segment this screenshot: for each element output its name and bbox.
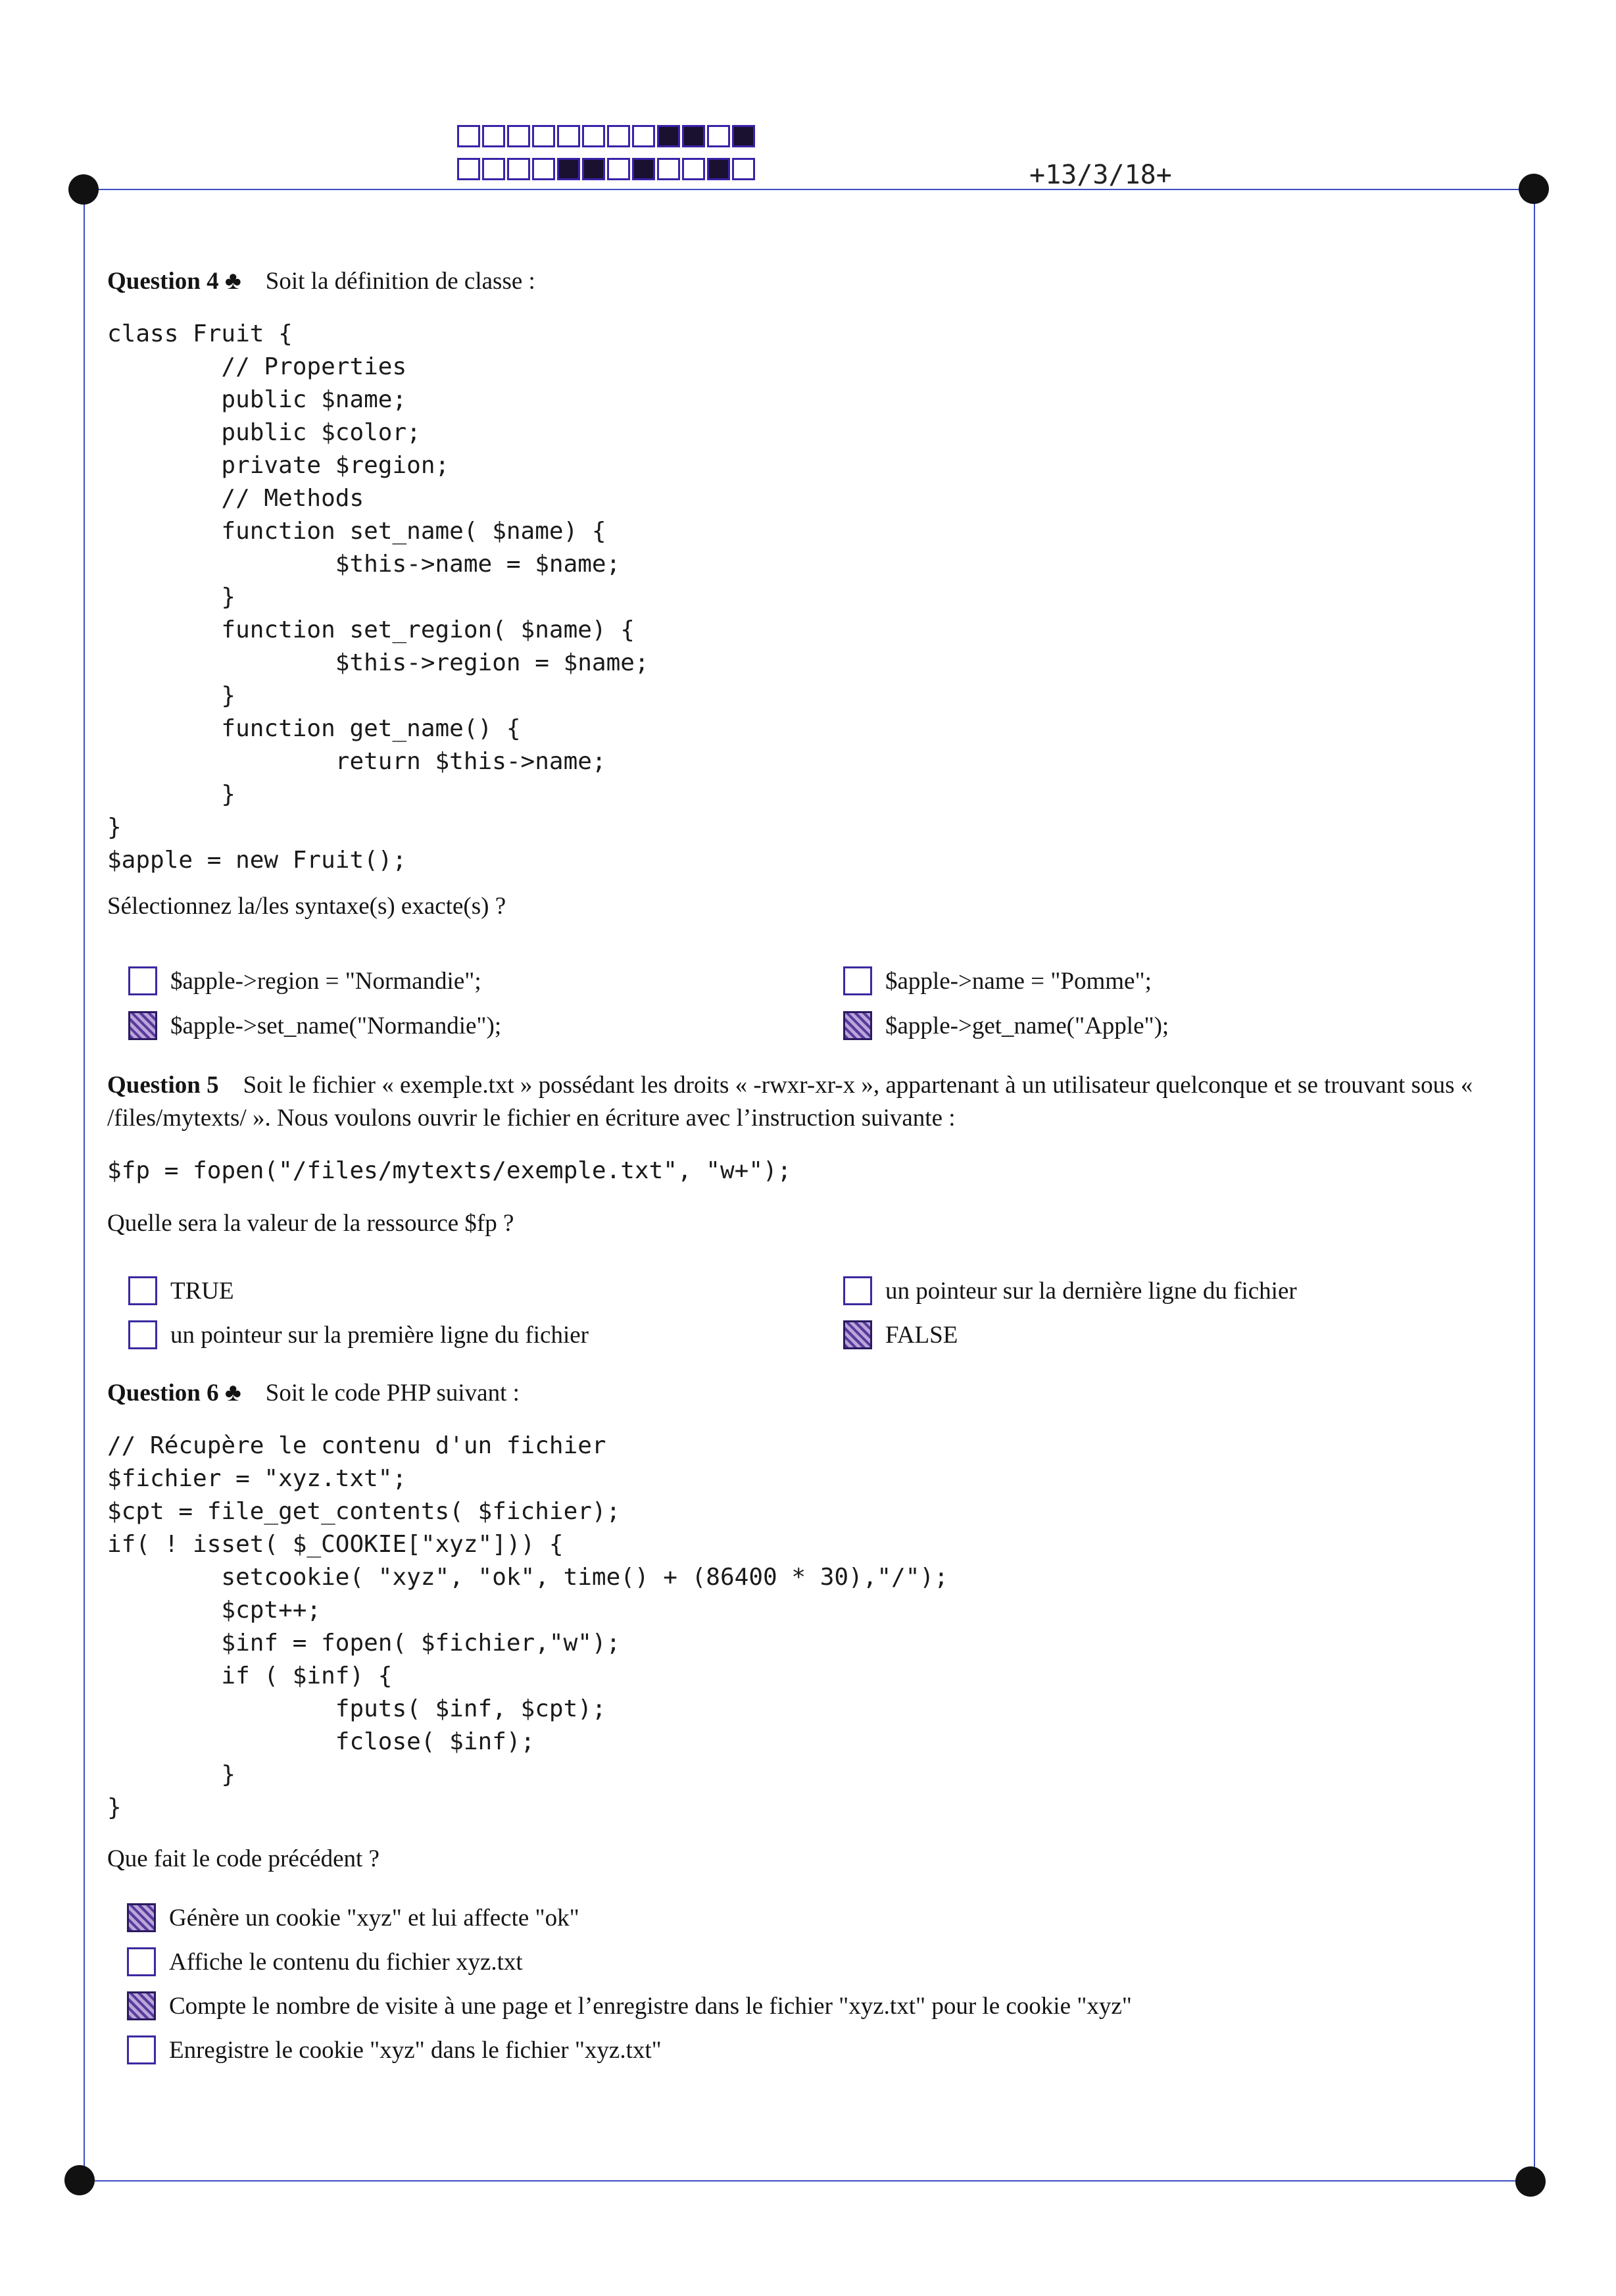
q4-answer-1-text: $apple->region = "Normandie"; bbox=[170, 967, 481, 995]
q5-answer-3-checkbox[interactable] bbox=[128, 1320, 157, 1349]
barcode-cell bbox=[457, 125, 480, 147]
barcode-cell bbox=[482, 125, 505, 147]
q6-answer-2-checkbox[interactable] bbox=[127, 1947, 156, 1976]
question-5-prompt: Quelle sera la valeur de la ressource $fp ? bbox=[107, 1210, 514, 1237]
frame-right-line bbox=[1534, 189, 1535, 2180]
question-6-title bbox=[107, 1376, 1511, 1410]
q6-answer-2[interactable] bbox=[127, 1947, 523, 1976]
q4-answer-4-text: $apple->get_name("Apple"); bbox=[885, 1012, 1169, 1039]
barcode-cell bbox=[457, 158, 480, 180]
barcode-row-2 bbox=[457, 158, 755, 180]
corner-marker-top-right bbox=[1519, 174, 1549, 204]
q4-answer-3[interactable] bbox=[128, 1011, 501, 1040]
question-6-prompt: Que fait le code précédent ? bbox=[107, 1845, 380, 1872]
question-6-label: Question 6 bbox=[107, 1380, 219, 1407]
barcode-cell bbox=[682, 158, 705, 180]
barcode-cell bbox=[557, 125, 580, 147]
q6-answer-4-checkbox[interactable] bbox=[127, 2035, 156, 2064]
q4-answer-3-checkbox[interactable] bbox=[128, 1011, 157, 1040]
q5-answer-1-text: TRUE bbox=[170, 1277, 234, 1305]
q5-answer-2[interactable] bbox=[843, 1276, 1297, 1305]
barcode-cell bbox=[732, 125, 755, 147]
q6-answer-1-checkbox[interactable] bbox=[127, 1903, 156, 1932]
q4-answer-1-checkbox[interactable] bbox=[128, 966, 157, 995]
barcode-cell bbox=[732, 158, 755, 180]
barcode-cell bbox=[507, 125, 530, 147]
corner-marker-bottom-left bbox=[64, 2165, 95, 2195]
q4-answer-2-text: $apple->name = "Pomme"; bbox=[885, 967, 1152, 995]
question-5-title bbox=[107, 1069, 1511, 1135]
q4-answer-2[interactable] bbox=[843, 966, 1152, 995]
question-4 bbox=[107, 264, 1511, 923]
q5-answer-2-checkbox[interactable] bbox=[843, 1276, 872, 1305]
q6-answer-3-text: Compte le nombre de visite à une page et l’enregistre dans le fichier "xyz.txt" pour le cookie "xyz" bbox=[169, 1992, 1132, 2020]
q5-answer-1[interactable] bbox=[128, 1276, 234, 1305]
q5-answer-3-text: un pointeur sur la première ligne du fichier bbox=[170, 1321, 589, 1349]
q6-answer-4-text: Enregistre le cookie "xyz" dans le fichier "xyz.txt" bbox=[169, 2036, 662, 2064]
question-4-intro: Soit la définition de classe : bbox=[265, 268, 535, 295]
q4-answer-3-text: $apple->set_name("Normandie"); bbox=[170, 1012, 502, 1039]
barcode-cell bbox=[707, 158, 730, 180]
q6-answer-3-checkbox[interactable] bbox=[127, 1991, 156, 2020]
barcode-cell bbox=[607, 125, 630, 147]
frame-top-line bbox=[84, 189, 1535, 190]
barcode-cell bbox=[532, 158, 555, 180]
q6-answer-4[interactable] bbox=[127, 2035, 662, 2064]
question-5-intro: Soit le fichier « exemple.txt » possédant les droits « -rwxr-xr-x », appartenant à un utilisateur quelconque et se trouvant sous « /files/mytexts/ ». Nous voulons ouvrir le fichier en écriture avec l’instruction suivante : bbox=[107, 1072, 1473, 1132]
barcode-cell bbox=[507, 158, 530, 180]
barcode-cell bbox=[657, 158, 680, 180]
barcode-cell bbox=[557, 158, 580, 180]
question-4-label: Question 4 bbox=[107, 268, 219, 295]
q4-answer-4[interactable] bbox=[843, 1011, 1169, 1040]
frame-left-line bbox=[84, 189, 85, 2180]
club-icon: ♣ bbox=[224, 1379, 241, 1407]
barcode-cell bbox=[657, 125, 680, 147]
q4-answer-4-checkbox[interactable] bbox=[843, 1011, 872, 1040]
question-6-code: // Récupère le contenu d'un fichier $fichier = "xyz.txt"; $cpt = file_get_contents( $fichier); if( ! isset( $_COOKIE["xyz"])) { setcookie( "xyz", "ok", time() + (86400 * 30),"/"); $cpt++; $inf = fopen( $fichier,"w"); if ( $inf) { fputs( $inf, $cpt); fclose( $inf); } } bbox=[107, 1432, 948, 1821]
barcode-cell bbox=[482, 158, 505, 180]
q6-answer-2-text: Affiche le contenu du fichier xyz.txt bbox=[169, 1948, 523, 1976]
corner-marker-bottom-right bbox=[1515, 2166, 1546, 2197]
question-5-label: Question 5 bbox=[107, 1072, 219, 1099]
q5-answer-1-checkbox[interactable] bbox=[128, 1276, 157, 1305]
q6-answer-1-text: Génère un cookie "xyz" et lui affecte "ok" bbox=[169, 1904, 579, 1932]
club-icon: ♣ bbox=[224, 267, 241, 295]
question-6-intro: Soit le code PHP suivant : bbox=[265, 1380, 520, 1407]
barcode-cell bbox=[582, 158, 605, 180]
barcode-cell bbox=[607, 158, 630, 180]
frame-bottom-line bbox=[79, 2180, 1530, 2182]
question-5-code: $fp = fopen("/files/mytexts/exemple.txt", "w+"); bbox=[107, 1157, 792, 1184]
q5-answer-3[interactable] bbox=[128, 1320, 589, 1349]
corner-marker-top-left bbox=[68, 174, 99, 205]
barcode-cell bbox=[582, 125, 605, 147]
q6-answer-3[interactable] bbox=[127, 1991, 1132, 2020]
barcode-cell bbox=[682, 125, 705, 147]
page-code: +13/3/18+ bbox=[1029, 160, 1172, 190]
q5-answer-4-checkbox[interactable] bbox=[843, 1320, 872, 1349]
q4-answer-1[interactable] bbox=[128, 966, 481, 995]
barcode-cell bbox=[632, 125, 655, 147]
question-4-prompt: Sélectionnez la/les syntaxe(s) exacte(s) ? bbox=[107, 893, 506, 920]
barcode-cell bbox=[707, 125, 730, 147]
question-6 bbox=[107, 1376, 1511, 1876]
q4-answer-2-checkbox[interactable] bbox=[843, 966, 872, 995]
q6-answer-1[interactable] bbox=[127, 1903, 579, 1932]
barcode-row-1 bbox=[457, 125, 755, 147]
q5-answer-4-text: FALSE bbox=[885, 1321, 958, 1349]
barcode-cell bbox=[532, 125, 555, 147]
q5-answer-2-text: un pointeur sur la dernière ligne du fichier bbox=[885, 1277, 1297, 1305]
question-4-code: class Fruit { // Properties public $name; public $color; private $region; // Methods function set_name( $name) { $this->name = $name; } function set_region( $name) { $this->region = $name; } function get_name() { return $this->name; } } $apple = new Fruit(); bbox=[107, 320, 649, 874]
question-4-title bbox=[107, 264, 1511, 298]
question-5 bbox=[107, 1069, 1511, 1240]
barcode-cell bbox=[632, 158, 655, 180]
q5-answer-4[interactable] bbox=[843, 1320, 958, 1349]
